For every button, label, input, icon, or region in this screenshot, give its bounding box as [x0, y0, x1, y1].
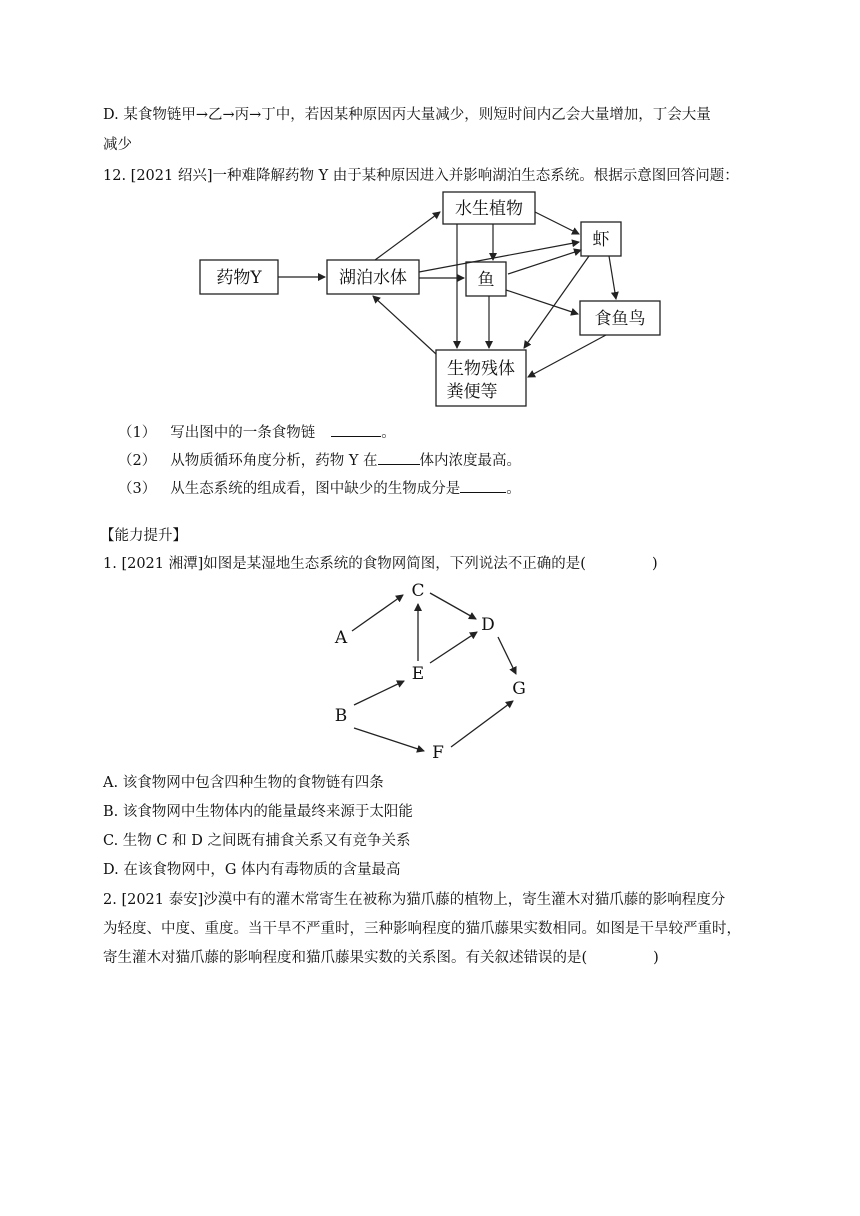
q2-line3-end: )	[653, 950, 659, 966]
q1-option-c: C. 生物 C 和 D 之间既有捕食关系又有竞争关系	[103, 833, 411, 849]
drug-y-label: 药物Y	[216, 268, 262, 288]
food-web-diagram	[320, 575, 540, 765]
node-g: G	[512, 679, 526, 699]
fish-bird-label: 食鱼鸟	[594, 309, 646, 329]
q12-sub1	[118, 421, 396, 442]
q2-line3	[103, 946, 659, 967]
q12-sub3-num: （3）	[118, 481, 157, 497]
q12-sub3	[118, 477, 521, 498]
section-title: 【能力提升】	[100, 528, 187, 544]
q12-sub2-post: 体内浓度最高。	[419, 453, 522, 469]
q1-option-b: B. 该食物网中生物体内的能量最终来源于太阳能	[103, 804, 413, 820]
q1-stem-text: 1. [2021 湘潭]如图是某湿地生态系统的食物网简图，下列说法不正确的是(	[103, 556, 586, 572]
q12-sub2-num: （2）	[118, 453, 157, 469]
q12-sub2-blank[interactable]	[378, 450, 420, 465]
q12-sub2	[118, 449, 521, 470]
q12-sub3-end: 。	[506, 481, 521, 497]
fish-label: 鱼	[477, 270, 495, 290]
remains-label-1: 生物残体	[447, 359, 515, 379]
aquatic-plant-label: 水生植物	[455, 199, 523, 219]
q12-sub3-pre: 从生态系统的组成看，图中缺少的生物成分是	[170, 481, 461, 497]
q2-line3-text: 寄生灌木对猫爪藤的影响程度和猫爪藤果实数的关系图。有关叙述错误的是(	[103, 950, 588, 966]
q12-sub1-end: 。	[381, 425, 396, 441]
q1-option-d: D. 在该食物网中，G 体内有毒物质的含量最高	[103, 862, 401, 878]
q12-sub1-text: 写出图中的一条食物链	[170, 425, 316, 441]
lake-water-label: 湖泊水体	[339, 268, 407, 288]
node-c: C	[411, 581, 425, 601]
q2-line1: 2. [2021 泰安]沙漠中有的灌木常寄生在被称为猫爪藤的植物上，寄生灌木对猫爪藤的影响程度分	[103, 892, 726, 908]
shrimp-label: 虾	[592, 230, 610, 250]
q12-stem: 12. [2021 绍兴]一种难降解药物 Y 由于某种原因进入并影响湖泊生态系统。根据示意图回答问题：	[103, 168, 739, 184]
node-a: A	[334, 628, 348, 648]
node-b: B	[334, 706, 348, 726]
node-e: E	[411, 664, 425, 684]
option-d-line2: 减少	[103, 137, 132, 153]
q12-sub1-num: （1）	[118, 425, 157, 441]
q12-sub3-blank[interactable]	[460, 478, 506, 493]
node-d: D	[481, 615, 495, 635]
q2-line2: 为轻度、中度、重度。当干旱不严重时，三种影响程度的猫爪藤果实数相同。如图是干旱较严重时，	[103, 921, 741, 937]
remains-label-2: 粪便等	[446, 382, 498, 402]
lake-ecosystem-diagram	[190, 190, 670, 410]
q12-sub2-pre: 从物质循环角度分析，药物 Y 在	[170, 453, 378, 469]
q1-stem	[103, 552, 658, 573]
q1-option-a: A. 该食物网中包含四种生物的食物链有四条	[103, 775, 384, 791]
node-f: F	[432, 743, 444, 763]
option-d-line1: D. 某食物链甲→乙→丙→丁中，若因某种原因丙大量减少，则短时间内乙会大量增加，丁会大量	[103, 107, 711, 123]
q1-stem-end: )	[651, 556, 658, 572]
q12-sub1-blank[interactable]	[331, 422, 381, 437]
